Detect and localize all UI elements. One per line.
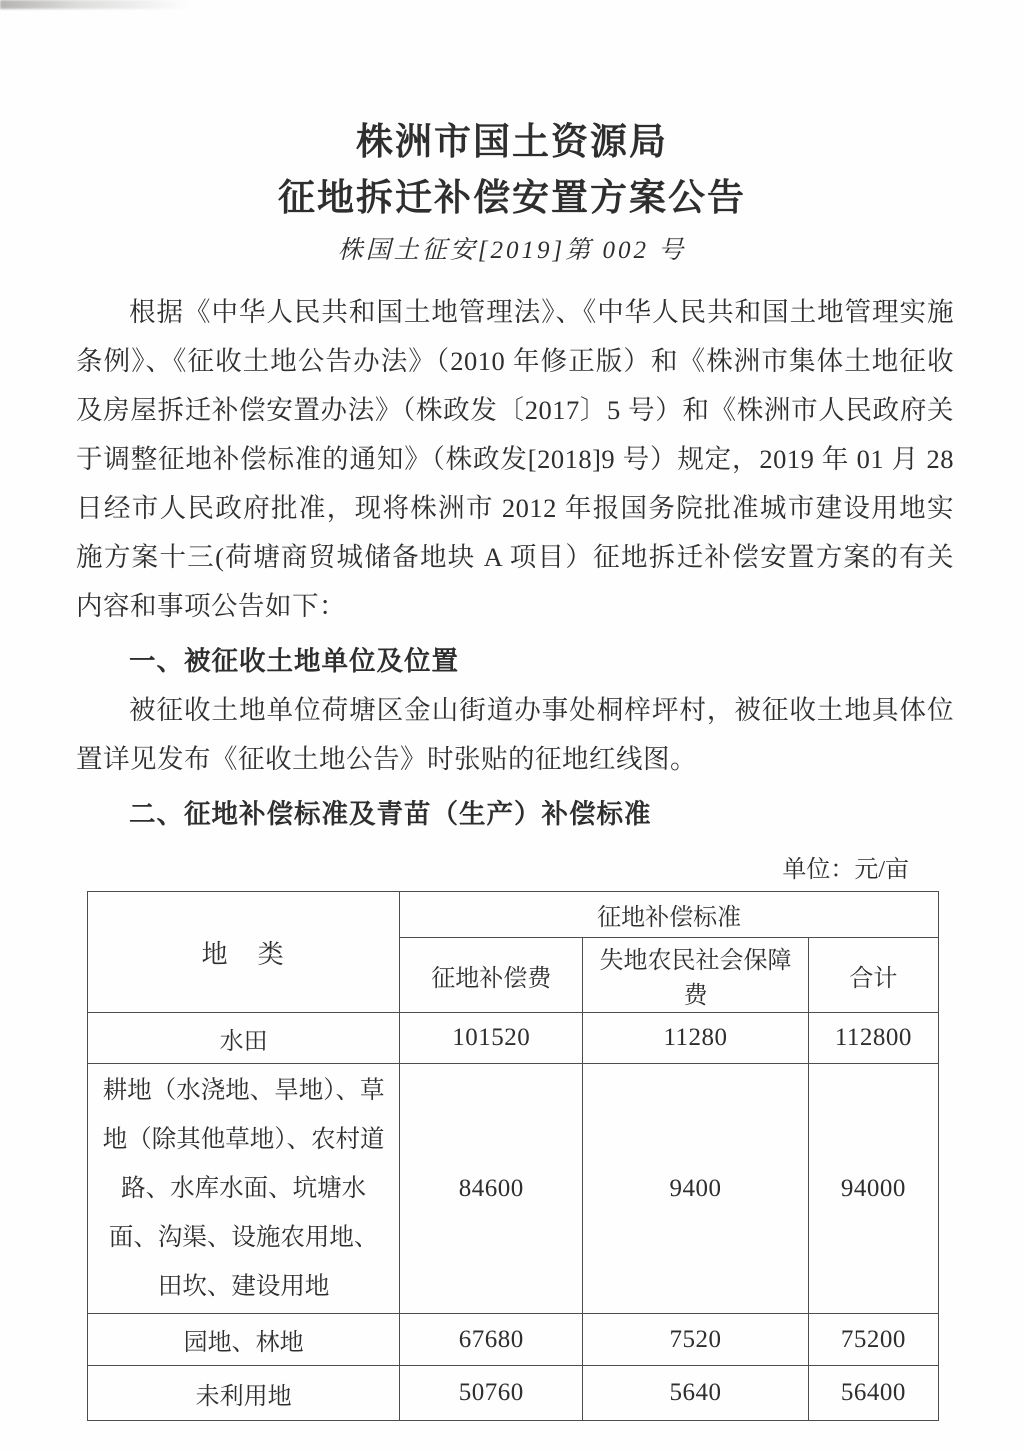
section1-heading: 一、被征收土地单位及位置 bbox=[129, 646, 459, 676]
total-cell: 112800 bbox=[808, 1013, 938, 1064]
col-header-land-compensation-fee: 征地补偿费 bbox=[400, 938, 583, 1013]
social-security-cell: 5640 bbox=[583, 1366, 809, 1421]
land-type-cell: 耕地（水浇地、旱地）、草地（除其他草地）、农村道路、水库水面、坑塘水面、沟渠、设施农用地、田坎、建设用地 bbox=[88, 1064, 400, 1314]
document-title-line1: 株洲市国土资源局 bbox=[356, 122, 668, 163]
intro-paragraph: 根据《中华人民共和国土地管理法》、《中华人民共和国土地管理实施条例》、《征收土地公告办法》（2010 年修正版）和《株洲市集体土地征收及房屋拆迁补偿安置办法》（株政发〔2017〕5 号）和《株洲市人民政府关于调整征地补偿标准的通知》（株政发[2018]9 号）规定，2019 年 01 月 28 日经市人民政府批准，现将株洲市 2012 年报国务院批准城市建设用地实施方案十三(荷塘商贸城储备地块 A 项目）征地拆迁补偿安置方案的有关内容和事项公告如下： bbox=[76, 297, 954, 621]
document-body bbox=[76, 288, 954, 839]
social-security-cell: 11280 bbox=[583, 1013, 809, 1064]
total-cell: 75200 bbox=[808, 1314, 938, 1366]
compensation-cell: 67680 bbox=[400, 1314, 583, 1366]
table-header-row-group bbox=[88, 892, 939, 938]
compensation-cell: 84600 bbox=[400, 1064, 583, 1314]
col-header-land-type: 地 类 bbox=[88, 892, 400, 1013]
document-number: 株国土征安[2019]第 002 号 bbox=[337, 237, 687, 264]
table-row bbox=[88, 1314, 939, 1366]
table-row bbox=[88, 1013, 939, 1064]
table-unit-label: 单位：元/亩 bbox=[782, 857, 909, 883]
total-cell: 56400 bbox=[808, 1366, 938, 1421]
land-type-cell: 未利用地 bbox=[88, 1366, 400, 1421]
social-security-cell: 9400 bbox=[583, 1064, 809, 1314]
compensation-table bbox=[87, 891, 939, 1421]
table-row bbox=[88, 1064, 939, 1314]
section1-paragraph: 被征收土地单位荷塘区金山街道办事处桐梓坪村，被征收土地具体位置详见发布《征收土地公告》时张贴的征地红线图。 bbox=[76, 695, 954, 774]
total-cell: 94000 bbox=[808, 1064, 938, 1314]
land-type-cell: 水田 bbox=[88, 1013, 400, 1064]
compensation-cell: 101520 bbox=[400, 1013, 583, 1064]
document-title-line2: 征地拆迁补偿安置方案公告 bbox=[278, 178, 746, 219]
social-security-cell: 7520 bbox=[583, 1314, 809, 1366]
land-type-cell: 园地、林地 bbox=[88, 1314, 400, 1366]
col-header-social-security-fee: 失地农民社会保障费 bbox=[583, 938, 809, 1013]
scan-artifact bbox=[0, 0, 190, 9]
col-header-compensation-standard-group: 征地补偿标准 bbox=[400, 892, 939, 938]
section2-heading: 二、征地补偿标准及青苗（生产）补偿标准 bbox=[129, 799, 652, 829]
col-header-total: 合计 bbox=[808, 938, 938, 1013]
table-row bbox=[88, 1366, 939, 1421]
compensation-cell: 50760 bbox=[400, 1366, 583, 1421]
